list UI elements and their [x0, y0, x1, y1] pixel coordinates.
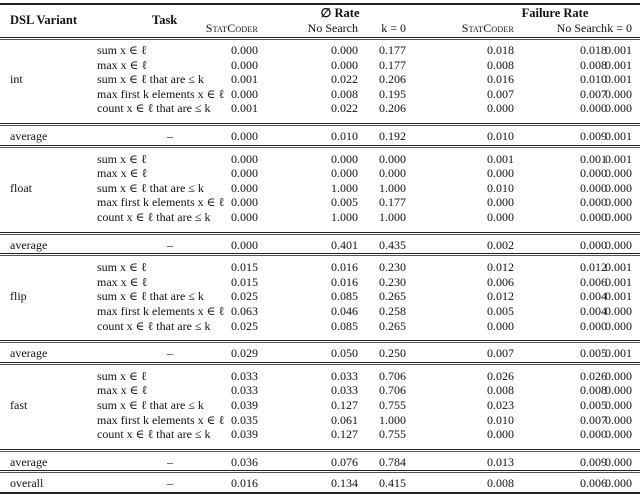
- cell-value: 1.000: [331, 210, 358, 224]
- cell-value: 0.784: [379, 454, 406, 469]
- overall-task-dash: –: [167, 476, 173, 491]
- cell-value: 0.000: [231, 43, 258, 57]
- cell-value: 0.009: [580, 129, 607, 143]
- group-rule: [0, 340, 640, 343]
- cell-value: 0.000: [605, 166, 632, 181]
- cell-value: 1.000: [331, 180, 358, 195]
- cell-value: 0.000: [605, 210, 632, 224]
- cell-value: 0.000: [605, 454, 632, 469]
- cell-value: 0.016: [231, 476, 258, 491]
- cell-value: 0.029: [231, 346, 258, 361]
- header-rule: [0, 37, 640, 40]
- cell-value: 0.001: [605, 72, 632, 87]
- average-task-dash: –: [167, 346, 173, 361]
- column-header: StatCoder: [205, 21, 258, 35]
- cell-value: 0.005: [580, 346, 607, 361]
- cell-value: 0.033: [331, 383, 358, 398]
- task-label: sum x ∈ ℓ that are ≤ k: [97, 289, 204, 304]
- column-header: No Search: [556, 21, 607, 35]
- cell-value: 0.085: [331, 289, 358, 304]
- cell-value: 0.206: [379, 72, 406, 87]
- cell-value: 0.006: [580, 274, 607, 289]
- cell-value: 0.008: [487, 383, 514, 398]
- cell-value: 0.023: [487, 398, 514, 412]
- cell-value: 0.000: [580, 101, 607, 116]
- task-label: max first k elements x ∈ ℓ: [97, 304, 225, 318]
- cell-value: 0.050: [331, 346, 358, 361]
- cell-value: 0.010: [487, 129, 514, 143]
- cell-value: 0.018: [487, 43, 514, 57]
- cell-value: 0.265: [379, 318, 406, 333]
- cell-value: 0.039: [231, 427, 258, 442]
- task-label: sum x ∈ ℓ: [97, 151, 147, 166]
- group-rule: [0, 123, 640, 126]
- overall-label: overall: [10, 476, 44, 491]
- cell-value: 0.415: [379, 476, 406, 491]
- cell-value: 0.000: [379, 151, 406, 166]
- cell-value: 0.000: [580, 180, 607, 195]
- average-task-dash: –: [167, 454, 173, 469]
- cell-value: 0.026: [580, 368, 607, 383]
- average-rule: [0, 145, 640, 148]
- cell-value: 0.000: [580, 210, 607, 224]
- cell-value: 0.250: [379, 346, 406, 361]
- cell-value: 0.706: [379, 368, 406, 383]
- cell-value: 0.000: [231, 129, 258, 143]
- average-label: average: [10, 237, 48, 252]
- cell-value: 0.002: [487, 237, 514, 252]
- cell-value: 0.000: [580, 166, 607, 181]
- average-rule: [0, 470, 640, 473]
- task-label: count x ∈ ℓ that are ≤ k: [97, 210, 211, 224]
- cell-value: 0.192: [379, 129, 406, 143]
- cell-value: 0.005: [487, 304, 514, 318]
- dsl-variant-label: flip: [10, 289, 27, 304]
- cell-value: 0.000: [231, 180, 258, 195]
- cell-value: 0.195: [379, 86, 406, 101]
- cell-value: 0.012: [487, 289, 514, 304]
- dsl-variant-label: float: [10, 180, 32, 195]
- task-label: sum x ∈ ℓ that are ≤ k: [97, 398, 204, 412]
- cell-value: 0.016: [331, 260, 358, 275]
- cell-value: 0.206: [379, 101, 406, 116]
- cell-value: 0.000: [487, 101, 514, 116]
- cell-value: 0.127: [331, 427, 358, 442]
- cell-value: 0.007: [580, 86, 607, 101]
- cell-value: 0.000: [605, 86, 632, 101]
- cell-value: 0.000: [487, 195, 514, 210]
- cell-value: 0.177: [379, 43, 406, 57]
- task-label: sum x ∈ ℓ: [97, 43, 147, 57]
- dsl-variant-label: int: [10, 72, 23, 87]
- cell-value: 0.230: [379, 260, 406, 275]
- cell-value: 0.001: [605, 274, 632, 289]
- task-label: sum x ∈ ℓ: [97, 260, 147, 275]
- cell-value: 0.008: [331, 86, 358, 101]
- task-label: max first k elements x ∈ ℓ: [97, 195, 225, 210]
- task-label: count x ∈ ℓ that are ≤ k: [97, 427, 211, 442]
- group-rule: [0, 232, 640, 235]
- cell-value: 0.000: [580, 237, 607, 252]
- cell-value: 0.063: [231, 304, 258, 318]
- cell-value: 0.755: [379, 398, 406, 412]
- task-label: max x ∈ ℓ: [97, 383, 148, 398]
- cell-value: 0.076: [331, 454, 358, 469]
- cell-value: 0.000: [580, 195, 607, 210]
- task-label: sum x ∈ ℓ that are ≤ k: [97, 180, 204, 195]
- task-label: sum x ∈ ℓ: [97, 368, 147, 383]
- cell-value: 1.000: [379, 210, 406, 224]
- cell-value: 0.000: [605, 368, 632, 383]
- cell-value: 0.046: [331, 304, 358, 318]
- cell-value: 0.009: [580, 454, 607, 469]
- header-dsl-variant: DSL Variant: [10, 13, 78, 27]
- cell-value: 0.000: [331, 57, 358, 72]
- cell-value: 0.001: [487, 151, 514, 166]
- cell-value: 0.706: [379, 383, 406, 398]
- cell-value: 0.177: [379, 195, 406, 210]
- cell-value: 0.008: [487, 57, 514, 72]
- cell-value: 0.001: [605, 260, 632, 275]
- cell-value: 0.033: [231, 383, 258, 398]
- cell-value: 0.000: [605, 237, 632, 252]
- cell-value: 0.000: [487, 318, 514, 333]
- cell-value: 0.755: [379, 427, 406, 442]
- cell-value: 0.001: [605, 346, 632, 361]
- cell-value: 0.001: [580, 151, 607, 166]
- column-header: No Search: [307, 21, 358, 35]
- cell-value: 0.012: [487, 260, 514, 275]
- header-rate-group: ∅ Rate: [320, 6, 360, 20]
- cell-value: 0.000: [331, 43, 358, 57]
- cell-value: 0.000: [231, 57, 258, 72]
- cell-value: 0.000: [379, 166, 406, 181]
- cell-value: 0.258: [379, 304, 406, 318]
- cell-value: 0.000: [580, 427, 607, 442]
- average-task-dash: –: [167, 237, 173, 252]
- cell-value: 0.026: [487, 368, 514, 383]
- cell-value: 0.008: [580, 57, 607, 72]
- cell-value: 0.000: [605, 412, 632, 427]
- cell-value: 0.000: [605, 180, 632, 195]
- cell-value: 0.022: [331, 72, 358, 87]
- cell-value: 0.000: [605, 476, 632, 491]
- cell-value: 0.010: [331, 129, 358, 143]
- cell-value: 0.012: [580, 260, 607, 275]
- cell-value: 1.000: [379, 412, 406, 427]
- cell-value: 0.000: [231, 210, 258, 224]
- cell-value: 0.001: [605, 151, 632, 166]
- cell-value: 0.000: [231, 195, 258, 210]
- cell-value: 0.016: [331, 274, 358, 289]
- cell-value: 0.035: [231, 412, 258, 427]
- header-task: Task: [152, 13, 178, 27]
- cell-value: 0.001: [605, 43, 632, 57]
- cell-value: 0.000: [605, 383, 632, 398]
- task-label: max x ∈ ℓ: [97, 274, 148, 289]
- task-label: max first k elements x ∈ ℓ: [97, 86, 225, 101]
- cell-value: 0.036: [231, 454, 258, 469]
- cell-value: 0.000: [580, 318, 607, 333]
- cell-value: 0.007: [487, 86, 514, 101]
- task-label: max x ∈ ℓ: [97, 57, 148, 72]
- cell-value: 0.015: [231, 274, 258, 289]
- cell-value: 0.001: [605, 57, 632, 72]
- cell-value: 0.004: [580, 289, 607, 304]
- cell-value: 0.230: [379, 274, 406, 289]
- cell-value: 0.061: [331, 412, 358, 427]
- cell-value: 0.000: [231, 86, 258, 101]
- cell-value: 0.000: [331, 151, 358, 166]
- cell-value: 0.000: [605, 427, 632, 442]
- cell-value: 0.265: [379, 289, 406, 304]
- cell-value: 0.013: [487, 454, 514, 469]
- cell-value: 0.001: [605, 289, 632, 304]
- group-rule: [0, 449, 640, 452]
- cell-value: 0.177: [379, 57, 406, 72]
- cell-value: 0.000: [231, 237, 258, 252]
- cell-value: 0.000: [231, 151, 258, 166]
- cell-value: 0.025: [231, 289, 258, 304]
- cell-value: 0.006: [487, 274, 514, 289]
- cell-value: 1.000: [379, 180, 406, 195]
- cell-value: 0.010: [487, 412, 514, 427]
- average-label: average: [10, 129, 48, 143]
- cell-value: 0.039: [231, 398, 258, 412]
- cell-value: 0.018: [580, 43, 607, 57]
- cell-value: 0.000: [487, 166, 514, 181]
- cell-value: 0.000: [605, 101, 632, 116]
- bottom-rule: [0, 492, 640, 494]
- column-header: k = 0: [381, 21, 406, 35]
- cell-value: 0.004: [580, 304, 607, 318]
- cell-value: 0.022: [331, 101, 358, 116]
- task-label: max x ∈ ℓ: [97, 166, 148, 181]
- cell-value: 0.008: [487, 476, 514, 491]
- cell-value: 0.001: [231, 101, 258, 116]
- cell-value: 0.001: [231, 72, 258, 87]
- average-task-dash: –: [167, 129, 173, 143]
- task-label: count x ∈ ℓ that are ≤ k: [97, 101, 211, 116]
- average-rule: [0, 362, 640, 365]
- cell-value: 0.010: [580, 72, 607, 87]
- cell-value: 0.010: [487, 180, 514, 195]
- average-label: average: [10, 346, 48, 361]
- cell-value: 0.015: [231, 260, 258, 275]
- cell-value: 0.000: [231, 166, 258, 181]
- cell-value: 0.085: [331, 318, 358, 333]
- cell-value: 0.000: [605, 195, 632, 210]
- cell-value: 0.005: [331, 195, 358, 210]
- cell-value: 0.401: [331, 237, 358, 252]
- cell-value: 0.001: [605, 129, 632, 143]
- cell-value: 0.007: [487, 346, 514, 361]
- cell-value: 0.000: [487, 210, 514, 224]
- cell-value: 0.025: [231, 318, 258, 333]
- task-label: max first k elements x ∈ ℓ: [97, 412, 225, 427]
- cell-value: 0.016: [487, 72, 514, 87]
- task-label: count x ∈ ℓ that are ≤ k: [97, 318, 211, 333]
- cell-value: 0.134: [331, 476, 358, 491]
- cell-value: 0.435: [379, 237, 406, 252]
- cell-value: 0.033: [331, 368, 358, 383]
- column-header: StatCoder: [461, 21, 514, 35]
- dsl-variant-label: fast: [10, 398, 28, 412]
- cell-value: 0.008: [580, 383, 607, 398]
- average-rule: [0, 253, 640, 256]
- cell-value: 0.000: [487, 427, 514, 442]
- top-rule: [0, 3, 640, 5]
- header-failure-group: Failure Rate: [521, 6, 589, 20]
- column-header: k = 0: [607, 21, 632, 35]
- average-label: average: [10, 454, 48, 469]
- cell-value: 0.127: [331, 398, 358, 412]
- cell-value: 0.005: [580, 398, 607, 412]
- cell-value: 0.000: [605, 304, 632, 318]
- cell-value: 0.007: [580, 412, 607, 427]
- task-label: sum x ∈ ℓ that are ≤ k: [97, 72, 204, 87]
- cell-value: 0.006: [580, 476, 607, 491]
- cell-value: 0.033: [231, 368, 258, 383]
- cell-value: 0.000: [605, 398, 632, 412]
- cell-value: 0.000: [331, 166, 358, 181]
- cell-value: 0.000: [605, 318, 632, 333]
